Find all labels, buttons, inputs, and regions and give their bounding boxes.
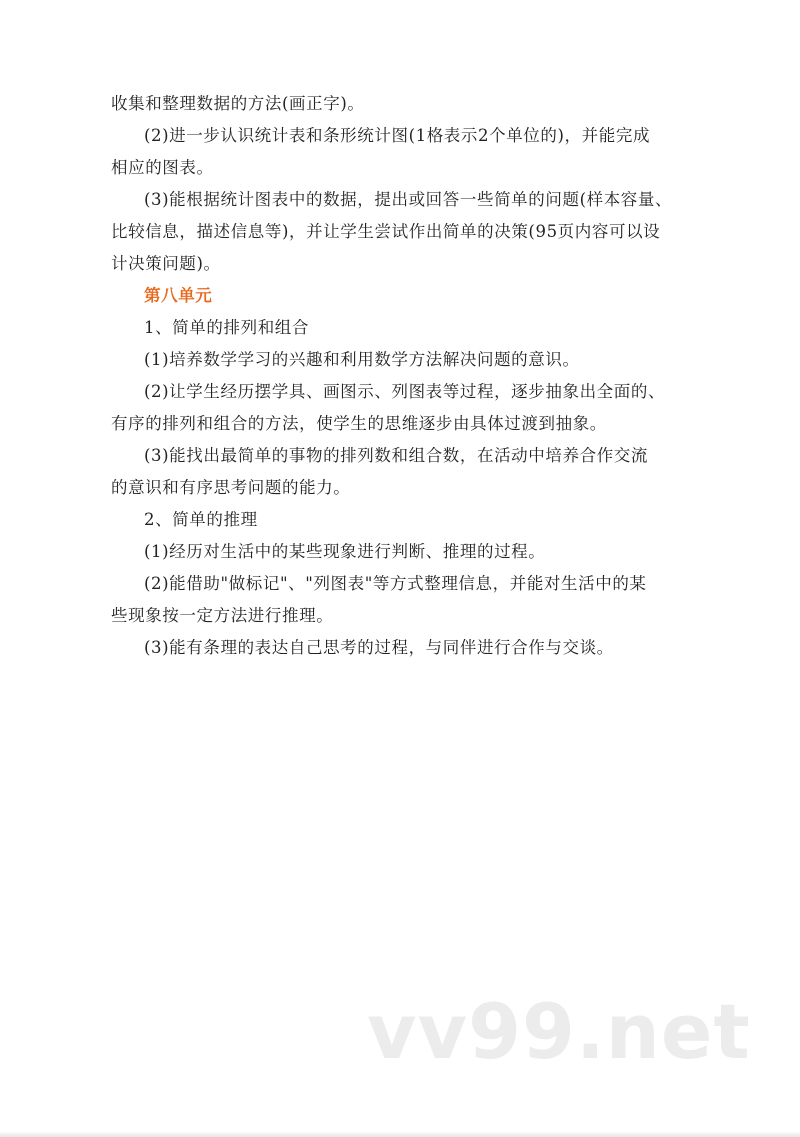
text-line: (1)培养数学学习的兴趣和利用数学方法解决问题的意识。 bbox=[144, 350, 580, 369]
text-line: (2)进一步认识统计表和条形统计图(1格表示2个单位的)，并能完成 bbox=[144, 126, 651, 145]
text-line: (3)能找出最简单的事物的排列数和组合数，在活动中培养合作交流 bbox=[144, 446, 648, 465]
text-line: 比较信息，描述信息等)，并让学生尝试作出简单的决策(95页内容可以设 bbox=[111, 222, 661, 241]
text-line: (2)能借助"做标记"、"列图表"等方式整理信息，并能对生活中的某 bbox=[144, 574, 647, 593]
text-line: 计决策问题)。 bbox=[111, 254, 221, 273]
subsection-title: 2、简单的推理 bbox=[144, 510, 258, 529]
text-line: 收集和整理数据的方法(画正字)。 bbox=[111, 94, 365, 113]
text-line: (2)让学生经历摆学具、画图示、列图表等过程，逐步抽象出全面的、 bbox=[144, 382, 666, 401]
subsection-title: 1、简单的排列和组合 bbox=[144, 318, 309, 337]
text-line: 些现象按一定方法进行推理。 bbox=[111, 606, 334, 625]
text-line: (1)经历对生活中的某些现象进行判断、推理的过程。 bbox=[144, 542, 546, 561]
text-line: (3)能根据统计图表中的数据，提出或回答一些简单的问题(样本容量、 bbox=[144, 190, 673, 209]
page-bottom-edge bbox=[0, 1131, 800, 1137]
text-line: (3)能有条理的表达自己思考的过程，与同伴进行合作与交谈。 bbox=[144, 638, 614, 657]
watermark: vv99.net bbox=[367, 987, 751, 1076]
document-body bbox=[111, 88, 697, 664]
section-heading: 第八单元 bbox=[144, 286, 213, 305]
text-line: 有序的排列和组合的方法，使学生的思维逐步由具体过渡到抽象。 bbox=[111, 414, 607, 433]
text-line: 的意识和有序思考问题的能力。 bbox=[111, 478, 351, 497]
text-line: 相应的图表。 bbox=[111, 158, 214, 177]
